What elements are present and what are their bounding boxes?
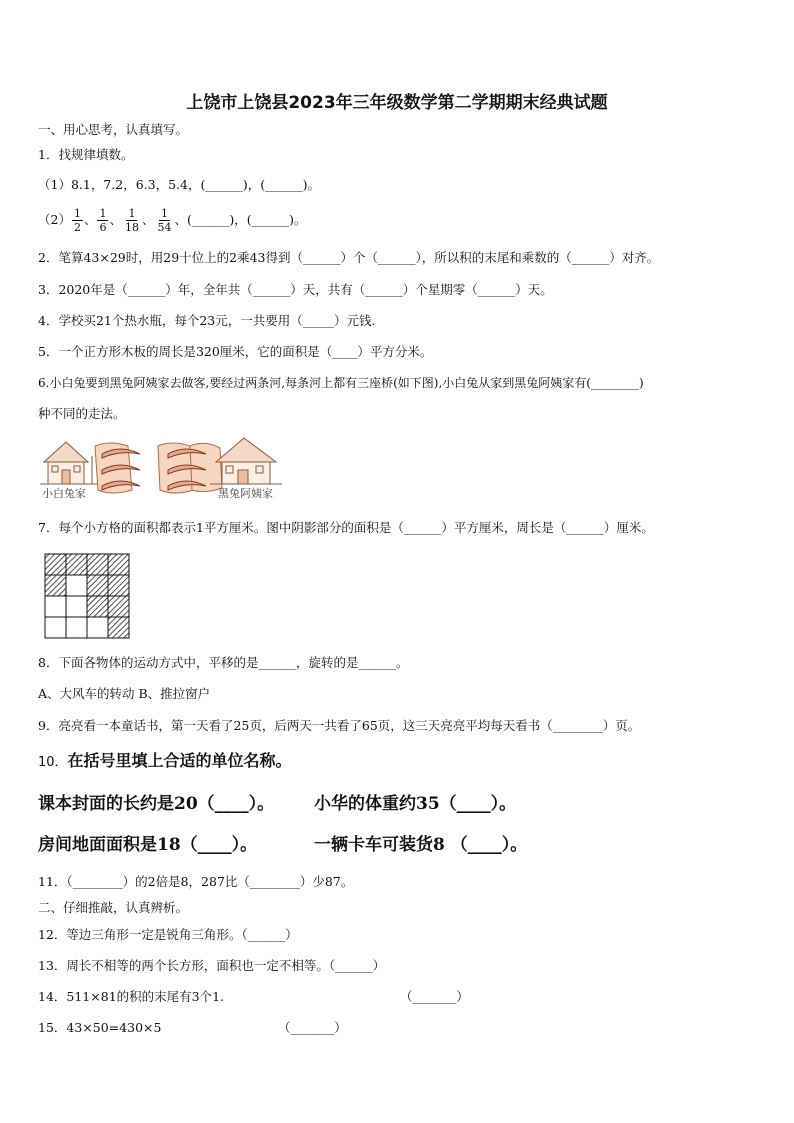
shaded-grid-figure bbox=[44, 553, 130, 639]
fraction-denominator: 18 bbox=[124, 220, 139, 234]
question-14: 14．511×81的积的末尾有3个1. bbox=[38, 989, 225, 1004]
question-6-line-2: 种不同的走法。 bbox=[38, 406, 126, 421]
grid-cell-shaded bbox=[45, 554, 66, 575]
grid-cell-shaded bbox=[87, 554, 108, 575]
left-house-icon bbox=[40, 442, 100, 484]
grid-cell-shaded bbox=[108, 575, 129, 596]
grid-cell-empty bbox=[66, 596, 87, 617]
question-5: 5．一个正方形木板的周长是320厘米，它的面积是（____）平方分米。 bbox=[38, 344, 433, 359]
fraction bbox=[123, 207, 141, 234]
grid-cell-empty bbox=[66, 617, 87, 638]
question-10-heading bbox=[38, 750, 292, 774]
question-1-part-2 bbox=[38, 203, 307, 237]
grid-cell-shaded bbox=[108, 596, 129, 617]
q10-item-d: 一辆卡车可装货8 （____）。 bbox=[314, 835, 528, 855]
fraction bbox=[97, 207, 108, 234]
section-heading-2: 二、仔细推敲，认真辨析。 bbox=[38, 900, 189, 915]
fraction-denominator: 54 bbox=[157, 220, 172, 234]
left-house-label: 小白兔家 bbox=[42, 487, 86, 500]
q1-part2-prefix: （2） bbox=[38, 212, 71, 227]
grid-cell-shaded bbox=[108, 617, 129, 638]
fraction-numerator: 1 bbox=[128, 206, 136, 220]
question-3: 3．2020年是（______）年，全年共（______）天，共有（______）个星期零（______）天。 bbox=[38, 282, 553, 297]
q10-item-c: 房间地面面积是18（____）。 bbox=[38, 835, 258, 855]
q1-part2-suffix: 、(______)，(______)。 bbox=[174, 212, 307, 227]
separator: 、 bbox=[109, 212, 122, 227]
question-11: 11．（________）的2倍是8，287比（________）少87。 bbox=[38, 874, 354, 889]
question-15: 15．43×50=430×5 bbox=[38, 1020, 162, 1035]
grid-cell-empty bbox=[87, 617, 108, 638]
grid-cell-empty bbox=[66, 575, 87, 596]
grid-cell-shaded bbox=[87, 575, 108, 596]
fraction bbox=[156, 207, 174, 234]
fraction-numerator: 1 bbox=[73, 206, 81, 220]
fraction-numerator: 1 bbox=[99, 206, 107, 220]
question-1-head: 1．找规律填数。 bbox=[38, 147, 134, 162]
fraction bbox=[72, 207, 83, 234]
question-6-line-1: 6.小白兔要到黑兔阿姨家去做客,要经过两条河,每条河上都有三座桥(如下图),小白兔从家到黑兔阿姨家有(________) bbox=[38, 376, 644, 390]
question-7: 7．每个小方格的面积都表示1平方厘米。图中阴影部分的面积是（______）平方厘米，周长是（______）厘米。 bbox=[38, 520, 654, 535]
question-2: 2．笔算43×29时，用29十位上的2乘43得到（______）个（______），所以积的末尾和乘数的（______）对齐。 bbox=[38, 250, 660, 265]
fraction-denominator: 2 bbox=[73, 220, 81, 234]
fraction-numerator: 1 bbox=[161, 206, 168, 220]
q10-instruction: 在括号里填上合适的单位名称。 bbox=[67, 751, 292, 770]
fraction-denominator: 6 bbox=[99, 220, 107, 234]
grid-cell-shaded bbox=[87, 596, 108, 617]
question-12: 12．等边三角形一定是锐角三角形。（______） bbox=[38, 927, 298, 942]
question-8: 8．下面各物体的运动方式中，平移的是______，旋转的是______。 bbox=[38, 655, 409, 670]
grid-cell-empty bbox=[45, 596, 66, 617]
separator: 、 bbox=[141, 212, 155, 227]
question-15-answer-blank: （_______） bbox=[278, 1020, 347, 1035]
grid-cell-empty bbox=[45, 617, 66, 638]
question-8-options: A、大风车的转动 B、推拉窗户 bbox=[38, 686, 211, 701]
right-house-label: 黑兔阿姨家 bbox=[218, 487, 273, 500]
separator: 、 bbox=[83, 212, 97, 227]
question-1-part-1: （1）8.1，7.2，6.3，5.4，(______)，(______)。 bbox=[38, 177, 320, 192]
q10-number: 10． bbox=[38, 755, 68, 770]
bridge-illustration bbox=[40, 432, 282, 502]
section-heading-1: 一、用心思考，认真填写。 bbox=[38, 122, 189, 137]
page-title: 上饶市上饶县2023年三年级数学第二学期期末经典试题 bbox=[186, 93, 608, 113]
grid-cell-shaded bbox=[66, 554, 87, 575]
question-14-answer-blank: （_______） bbox=[400, 989, 469, 1004]
grid-cell-shaded bbox=[108, 554, 129, 575]
q10-item-a: 课本封面的长约是20（____）。 bbox=[38, 794, 275, 814]
question-4: 4．学校买21个热水瓶，每个23元，一共要用（_____）元钱. bbox=[38, 313, 376, 328]
grid-cell-shaded bbox=[45, 575, 66, 596]
question-9: 9．亮亮看一本童话书，第一天看了25页，后两天一共看了65页，这三天亮亮平均每天看书（________）页。 bbox=[38, 718, 641, 733]
q10-item-b: 小华的体重约35（____）。 bbox=[314, 794, 517, 814]
question-13: 13．周长不相等的两个长方形，面积也一定不相等。（______） bbox=[38, 958, 386, 973]
